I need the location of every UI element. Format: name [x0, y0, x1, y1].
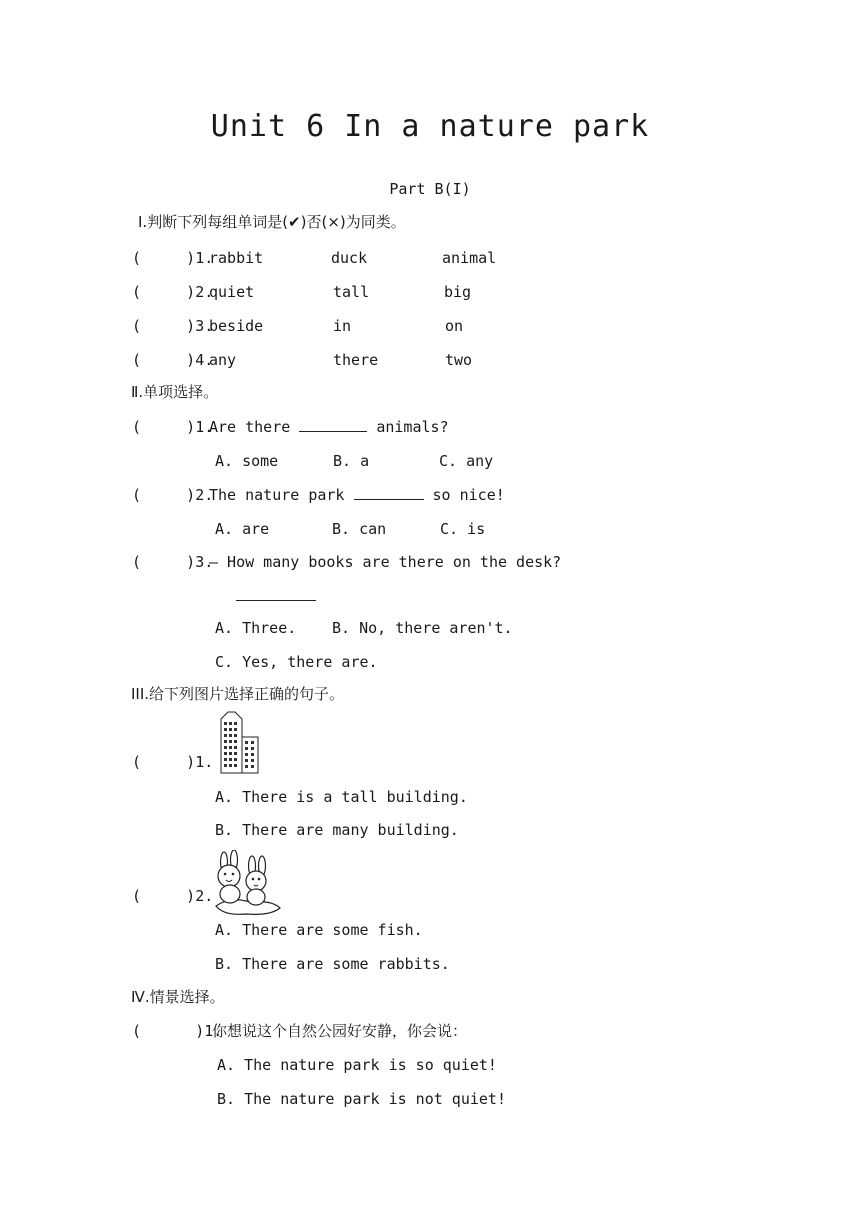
s2-q2-blank	[354, 485, 424, 500]
s2-q2-option-b: B. can	[332, 520, 387, 538]
s3-q1-option-a: A. There is a tall building.	[215, 788, 468, 806]
s2-q2-option-a: A. are	[215, 520, 270, 538]
s1-item2-word3: big	[444, 283, 472, 301]
s2-q1-text-after: animals?	[376, 418, 449, 436]
section2-heading: Ⅱ.单项选择。	[131, 383, 219, 401]
section3-heading: III.给下列图片选择正确的句子。	[131, 685, 345, 703]
s4-q1-option-b: B. The nature park is not quiet!	[217, 1090, 506, 1108]
s2-q1-blank	[299, 417, 367, 432]
buildings-picture	[218, 709, 262, 779]
s2-q1-number: ( )1.	[132, 418, 214, 436]
s2-q3-option-c: C. Yes, there are.	[215, 653, 378, 671]
s2-q2-text-after: so nice!	[432, 486, 505, 504]
page-title: Unit 6 In a nature park	[210, 109, 650, 144]
s2-q3-question: — How many books are there on the desk?	[209, 553, 562, 571]
s1-item1-word2: duck	[331, 249, 368, 267]
s3-q2-option-a: A. There are some fish.	[215, 921, 423, 939]
s1-item4-word1: any	[209, 351, 237, 369]
s1-item1-word1: rabbit	[209, 249, 264, 267]
s2-q1-question	[209, 417, 449, 437]
s2-q3-option-b: B. No, there aren't.	[332, 619, 513, 637]
s1-item3-word3: on	[445, 317, 464, 335]
s3-q1-number: ( )1.	[132, 753, 214, 771]
s1-item1-word3: animal	[442, 249, 497, 267]
s2-q3-option-a: A. Three.	[215, 619, 297, 637]
page-subtitle: Part B(I)	[389, 180, 471, 198]
s3-q1-option-b: B. There are many building.	[215, 821, 459, 839]
s1-item1-number: ( )1.	[132, 249, 214, 267]
s1-item3-word2: in	[333, 317, 352, 335]
s1-item3-word1: beside	[209, 317, 264, 335]
s3-q2-number: ( )2.	[132, 887, 214, 905]
s1-item2-word1: quiet	[209, 283, 255, 301]
s2-q2-number: ( )2.	[132, 486, 214, 504]
s1-item4-word3: two	[445, 351, 473, 369]
s2-q1-option-a: A. some	[215, 452, 279, 470]
s3-q2-option-b: B. There are some rabbits.	[215, 955, 450, 973]
s2-q1-option-b: B. a	[333, 452, 370, 470]
s2-q1-text-before: Are there	[209, 418, 291, 436]
s2-q2-option-c: C. is	[440, 520, 486, 538]
s2-q2-question	[209, 485, 505, 505]
s1-item4-word2: there	[333, 351, 379, 369]
section1-heading: Ⅰ.判断下列每组单词是(✔)否(×)为同类。	[138, 213, 406, 231]
s2-q3-answer-blank	[236, 586, 316, 601]
s2-q1-option-c: C. any	[439, 452, 494, 470]
s2-q2-text-before: The nature park	[209, 486, 345, 504]
s4-q1-option-a: A. The nature park is so quiet!	[217, 1056, 497, 1074]
s4-q1-number: ( )1.	[132, 1022, 223, 1040]
rabbits-picture	[210, 850, 282, 922]
s2-q3-number: ( )3.	[132, 553, 214, 571]
s1-item3-number: ( )3.	[132, 317, 214, 335]
section4-heading: Ⅳ.情景选择。	[131, 988, 225, 1006]
s1-item2-word2: tall	[333, 283, 370, 301]
s4-q1-question: 你想说这个自然公园好安静，你会说：	[212, 1022, 468, 1040]
s1-item4-number: ( )4.	[132, 351, 214, 369]
s1-item2-number: ( )2.	[132, 283, 214, 301]
